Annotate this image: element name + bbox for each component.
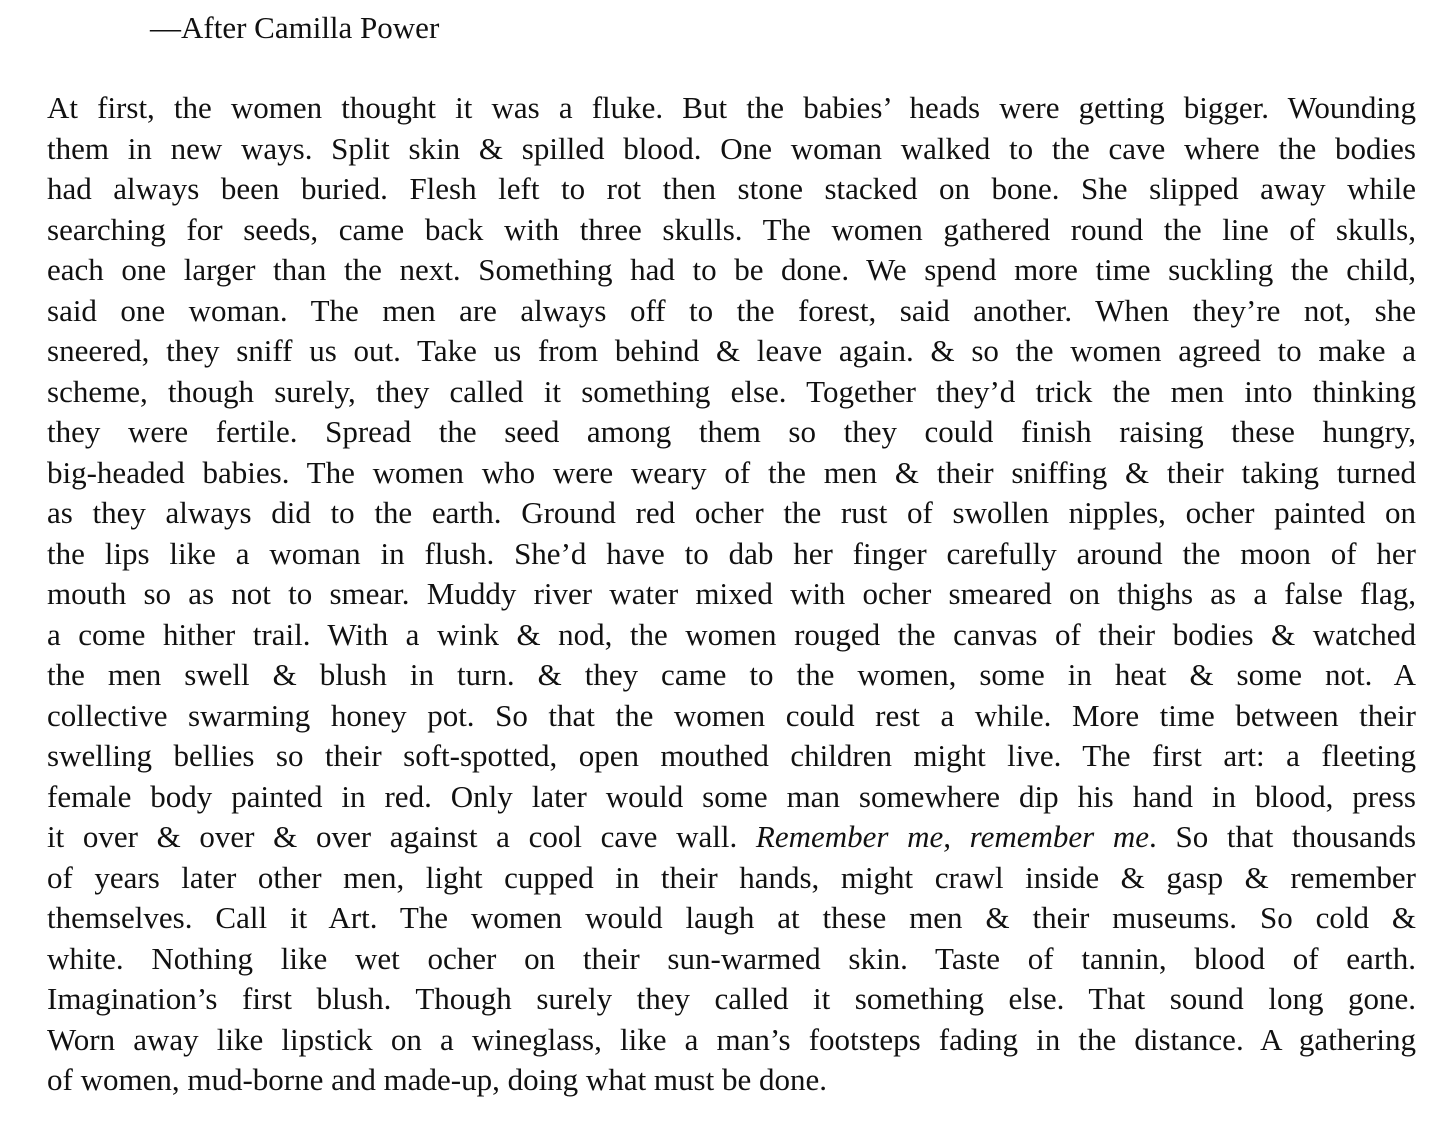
poem-line: swelling bellies so their soft-spotted, open mouthed children might live. The first art: a fleeting <box>47 738 1416 773</box>
poem-line: them in new ways. Split skin & spilled blood. One woman walked to the cave where the bodies <box>47 130 1416 166</box>
poem-line: a come hither trail. With a wink & nod, the women rouged the canvas of their bodies & watched <box>47 616 1416 652</box>
poem-line: mouth so as not to smear. Muddy river water mixed with ocher smeared on thighs as a false flag, <box>47 576 1416 611</box>
poem-line: female body painted in red. Only later would some man somewhere dip his hand in blood, press <box>47 778 1416 814</box>
poem-line: big-headed babies. The women who were weary of the men & their sniffing & their taking turned <box>47 454 1416 490</box>
poem-line: collective swarming honey pot. So that the women could rest a while. More time between their <box>47 697 1416 733</box>
poem-line: as they always did to the earth. Ground red ocher the rust of swollen nipples, ocher painted on <box>47 495 1416 530</box>
poem-line: themselves. Call it Art. The women would laugh at these men & their museums. So cold & <box>47 900 1416 935</box>
italic-refrain: Remember me, remember me <box>755 819 1150 854</box>
poem-line: of women, mud-borne and made-up, doing what must be done. <box>47 1062 827 1097</box>
poem-line: Imagination’s first blush. Though surely they called it something else. That sound long gone. <box>47 981 1416 1016</box>
poem-text: . So that thousands <box>1149 819 1417 854</box>
poem-line: said one woman. The men are always off to the forest, said another. When they’re not, she <box>47 292 1416 328</box>
poem-line: they were fertile. Spread the seed among them so they could finish raising these hungry, <box>47 414 1416 449</box>
poem-line: had always been buried. Flesh left to rot then stone stacked on bone. She slipped away while <box>47 171 1416 206</box>
poem-line: sneered, they sniff us out. Take us from behind & leave again. & so the women agreed to make a <box>47 333 1416 368</box>
poem-line: of years later other men, light cupped in their hands, might crawl inside & gasp & remember <box>47 859 1416 895</box>
poem-line: Worn away like lipstick on a wineglass, like a man’s footsteps fading in the distance. A gathering <box>47 1021 1416 1057</box>
poem-line: the lips like a woman in flush. She’d have to dab her finger carefully around the moon of her <box>47 535 1416 571</box>
poem-line: searching for seeds, came back with three skulls. The women gathered round the line of skulls, <box>47 211 1416 247</box>
poem-line: scheme, though surely, they called it something else. Together they’d trick the men into thinking <box>47 373 1416 409</box>
poem-line: the men swell & blush in turn. & they came to the women, some in heat & some not. A <box>47 657 1416 692</box>
poem-text: it over & over & over against a cool cave wall. <box>47 819 756 854</box>
epigraph: —After Camilla Power <box>150 10 440 45</box>
poem-line <box>47 817 1416 858</box>
poem-line: At first, the women thought it was a fluke. But the babies’ heads were getting bigger. Wounding <box>47 90 1416 125</box>
poem-line: each one larger than the next. Something had to be done. We spend more time suckling the child, <box>47 252 1416 287</box>
poem-line: white. Nothing like wet ocher on their sun-warmed skin. Taste of tannin, blood of earth. <box>47 940 1416 976</box>
prose-poem <box>47 88 1416 1101</box>
